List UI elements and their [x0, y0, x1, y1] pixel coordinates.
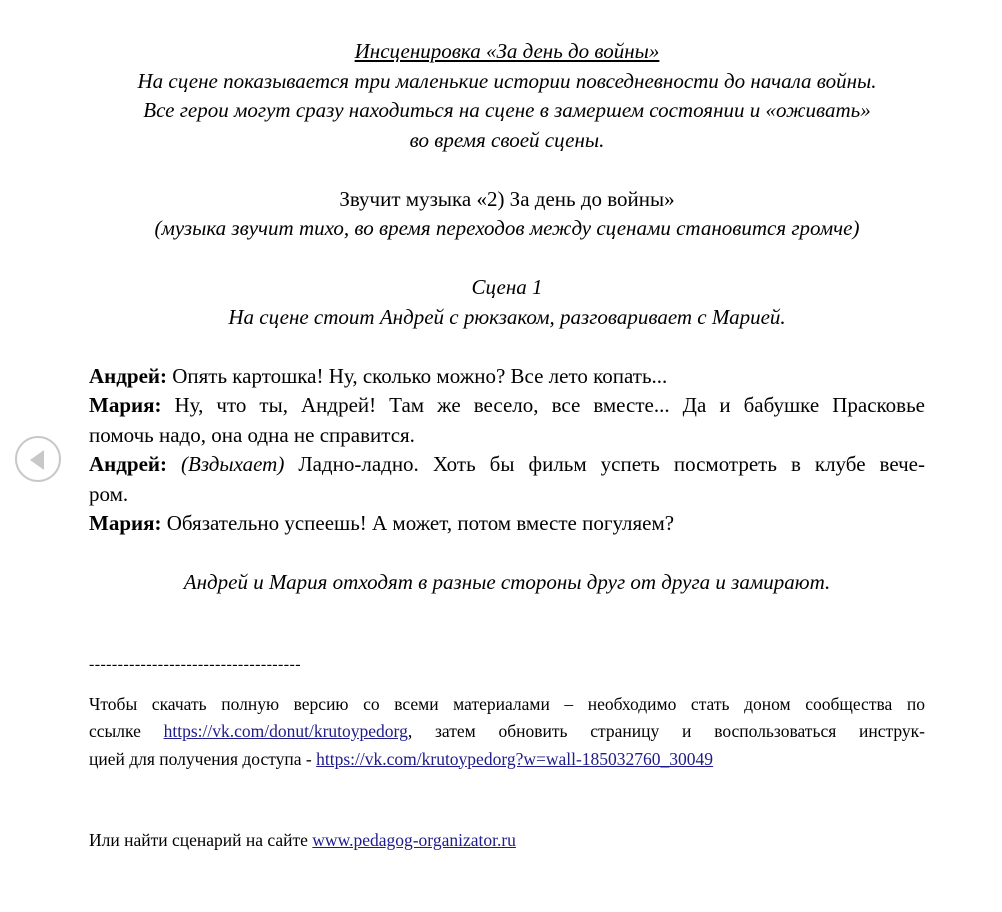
replica-text: Опять картошка! Ну, сколько можно? Все лето копать... [166, 363, 668, 388]
download-note-line-3: цией для получения доступа - https://vk.com/krutoypedorg?w=wall-185032760_30049 [89, 748, 714, 769]
page-title: Инсценировка «За день до войны» [354, 39, 660, 63]
music-line: Звучит музыка «2) За день до войны» [339, 186, 675, 211]
separator-line: ------------------------------------- [89, 655, 301, 673]
replica-text: Ну, что ты, Андрей! Там же весело, все вместе... Да и бабушке Прасковье [161, 393, 925, 417]
dialogue-line-2 [89, 391, 925, 421]
site-note: Или найти сценарий на сайте www.pedagog-organizator.ru [89, 830, 516, 850]
replica-text: Обязательно успеешь! А может, потом вместе погуляем? [161, 511, 675, 535]
dialogue-line-1 [89, 362, 925, 392]
scene-title: Сцена 1 [471, 275, 543, 299]
intro-line-2: Все герои могут сразу находиться на сцене в замершем состоянии и «оживать» [143, 98, 871, 122]
speaker-andrey: Андрей: [89, 452, 167, 476]
speaker-maria: Мария: [89, 393, 162, 417]
scene-description: На сцене стоит Андрей с рюкзаком, разговаривает с Марией. [228, 304, 786, 329]
wall-post-link[interactable]: https://vk.com/krutoypedorg?w=wall-185032760_30049 [316, 748, 714, 769]
intro-line-1: На сцене показывается три маленькие истории повседневности до начала войны. [137, 68, 877, 93]
speaker-andrey: Андрей: [89, 363, 167, 388]
download-note-line-2: ссылке https://vk.com/donut/krutoypedorg, затем обновить страницу и воспользоваться инструк- [89, 721, 925, 741]
speaker-maria: Мария: [89, 511, 162, 535]
intro-line-3: во время своей сцены. [409, 127, 605, 152]
dialogue-line-2-cont: помочь надо, она одна не справится. [89, 422, 415, 447]
circle-left-arrow-icon [30, 450, 44, 470]
replica-text: Ладно-ладно. Хоть бы фильм успеть посмотреть в клубе вече- [284, 452, 925, 476]
download-note [89, 691, 925, 774]
donut-link[interactable]: https://vk.com/donut/krutoypedorg [163, 721, 408, 741]
stage-direction: Андрей и Мария отходят в разные стороны друг от друга и замирают. [183, 570, 831, 594]
music-note: (музыка звучит тихо, во время переходов между сценами становится громче) [154, 216, 860, 240]
dialogue-line-4 [89, 509, 925, 539]
site-link[interactable]: www.pedagog-organizator.ru [312, 830, 516, 850]
stage-remark: (Вздыхает) [181, 452, 285, 476]
dialogue-line-3 [89, 450, 925, 480]
download-note-line-1: Чтобы скачать полную версию со всеми материалами – необходимо стать доном сообщества по [89, 693, 925, 714]
document-page [89, 37, 925, 855]
back-nav-button[interactable] [15, 436, 61, 482]
dialogue-line-3-cont: ром. [89, 481, 129, 506]
